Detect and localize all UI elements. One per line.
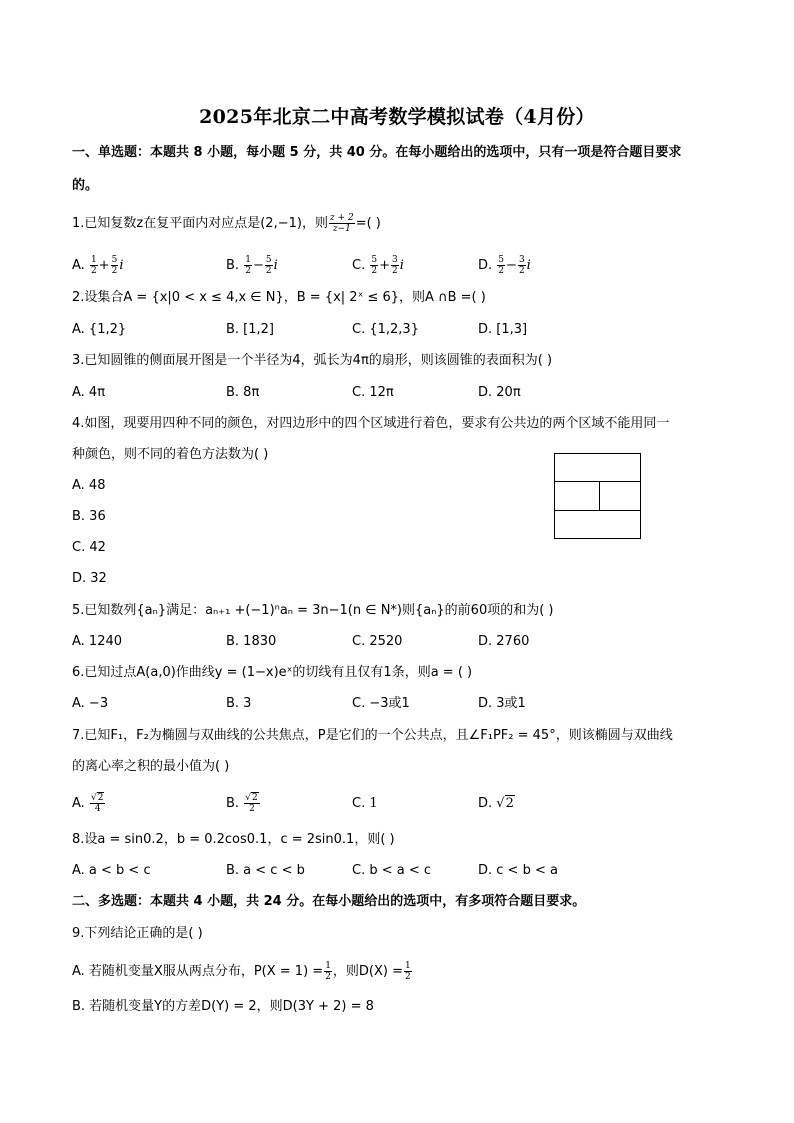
q6-option-b: B. 3: [226, 696, 252, 711]
q4-option-b: B. 36: [72, 509, 106, 524]
figure-divider-middle: [599, 481, 600, 510]
q4-option-c: C. 42: [72, 540, 106, 555]
q4-option-d: D. 32: [72, 571, 107, 586]
q8-option-a: A. a < b < c: [72, 863, 151, 878]
quadrilateral-regions-figure: [554, 453, 641, 539]
q8-option-c: C. b < a < c: [352, 863, 432, 878]
q1-option-d: D. $\frac{5}{2}$ − $\frac{3}{2}$ i: [478, 255, 531, 276]
q6-option-d: D. 3或1: [478, 696, 526, 711]
q8-stem: 8.设a = sin0.2，b = 0.2cos0.1，c = 2sin0.1，则( ): [72, 832, 395, 847]
q2-stem: 2.设集合A = {x|0 < x ≤ 4,x ∈ N}，B = {x| 2ˣ ≤ 6}，则A ∩B =( ): [72, 290, 486, 305]
q7-option-c: C. 1: [352, 796, 378, 811]
q1-option-a: A. $\frac{1}{2}$ + $\frac{5}{2}$ i: [72, 255, 124, 276]
q3-option-b: B. 8π: [226, 385, 260, 400]
q5-option-c: C. 2520: [352, 634, 403, 649]
q1-stem: 1.已知复数z在复平面内对应点是(2,−1)，则 $\frac{z + 2}{z-1}$ =( ): [72, 213, 381, 234]
q1-option-c: C. $\frac{5}{2}$ + $\frac{3}{2}$ i: [352, 255, 404, 276]
q5-stem: 5.已知数列{aₙ}满足：aₙ₊₁ +(−1)ⁿaₙ = 3n−1(n ∈ N*)则{aₙ}的前60项的和为( ): [72, 603, 554, 618]
section1-heading-cont: 的。: [72, 178, 99, 193]
q9-option-b: B. 若随机变量Y的方差D(Y) = 2，则D(3Y + 2) = 8: [72, 999, 374, 1014]
q6-option-c: C. −3或1: [352, 696, 410, 711]
q7-option-b: B. $\frac{√2}{2}$: [226, 793, 258, 814]
q1-fraction: $\frac{z + 2}{z-1}$: [329, 213, 354, 234]
q4-option-a: A. 48: [72, 478, 106, 493]
q2-option-c: C. {1,2,3}: [352, 322, 419, 337]
q6-option-a: A. −3: [72, 696, 109, 711]
q6-stem: 6.已知过点A(a,0)作曲线y = (1−x)eˣ的切线有且仅有1条，则a = ( ): [72, 665, 473, 680]
q7-option-a: A. $\frac{√2}{4}$: [72, 793, 104, 814]
q4-stem-cont: 种颜色，则不同的着色方法数为( ): [72, 447, 269, 462]
q5-option-a: A. 1240: [72, 634, 123, 649]
q8-option-b: B. a < c < b: [226, 863, 305, 878]
q9-option-a: A. 若随机变量X服从两点分布，P(X = 1) = $\frac{1}{2}$ ，则D(X) = $\frac{1}{2}$: [72, 961, 411, 982]
q7-stem-cont: 的离心率之积的最小值为( ): [72, 759, 230, 774]
q3-option-a: A. 4π: [72, 385, 106, 400]
q2-option-a: A. {1,2}: [72, 322, 127, 337]
q1-option-b: B. $\frac{1}{2}$ − $\frac{5}{2}$ i: [226, 255, 278, 276]
q3-stem: 3.已知圆锥的侧面展开图是一个半径为4，弧长为4π的扇形，则该圆锥的表面积为( ): [72, 353, 553, 368]
q5-option-b: B. 1830: [226, 634, 277, 649]
q3-option-d: D. 20π: [478, 385, 521, 400]
q5-option-d: D. 2760: [478, 634, 530, 649]
q7-stem: 7.已知F₁，F₂为椭圆与双曲线的公共焦点，P是它们的一个公共点，且∠F₁PF₂ = 45°，则该椭圆与双曲线: [72, 728, 673, 743]
q3-option-c: C. 12π: [352, 385, 394, 400]
exam-title: 2025年北京二中高考数学模拟试卷（4月份）: [199, 106, 595, 128]
figure-divider-top: [555, 481, 640, 482]
q4-stem: 4.如图，现要用四种不同的颜色，对四边形中的四个区域进行着色，要求有公共边的两个区域不能用同一: [72, 416, 670, 431]
section2-heading: 二、多选题：本题共 4 小题，共 24 分。在每小题给出的选项中，有多项符合题目要求。: [72, 894, 586, 909]
section1-heading: 一、单选题：本题共 8 小题，每小题 5 分，共 40 分。在每小题给出的选项中，只有一项是符合题目要求: [72, 145, 682, 160]
q8-option-d: D. c < b < a: [478, 863, 558, 878]
q9-stem: 9.下列结论正确的是( ): [72, 926, 203, 941]
q2-option-d: D. [1,3]: [478, 322, 528, 337]
q2-option-b: B. [1,2]: [226, 322, 275, 337]
figure-divider-bottom: [555, 510, 640, 511]
q7-option-d: D. √2: [478, 796, 514, 811]
